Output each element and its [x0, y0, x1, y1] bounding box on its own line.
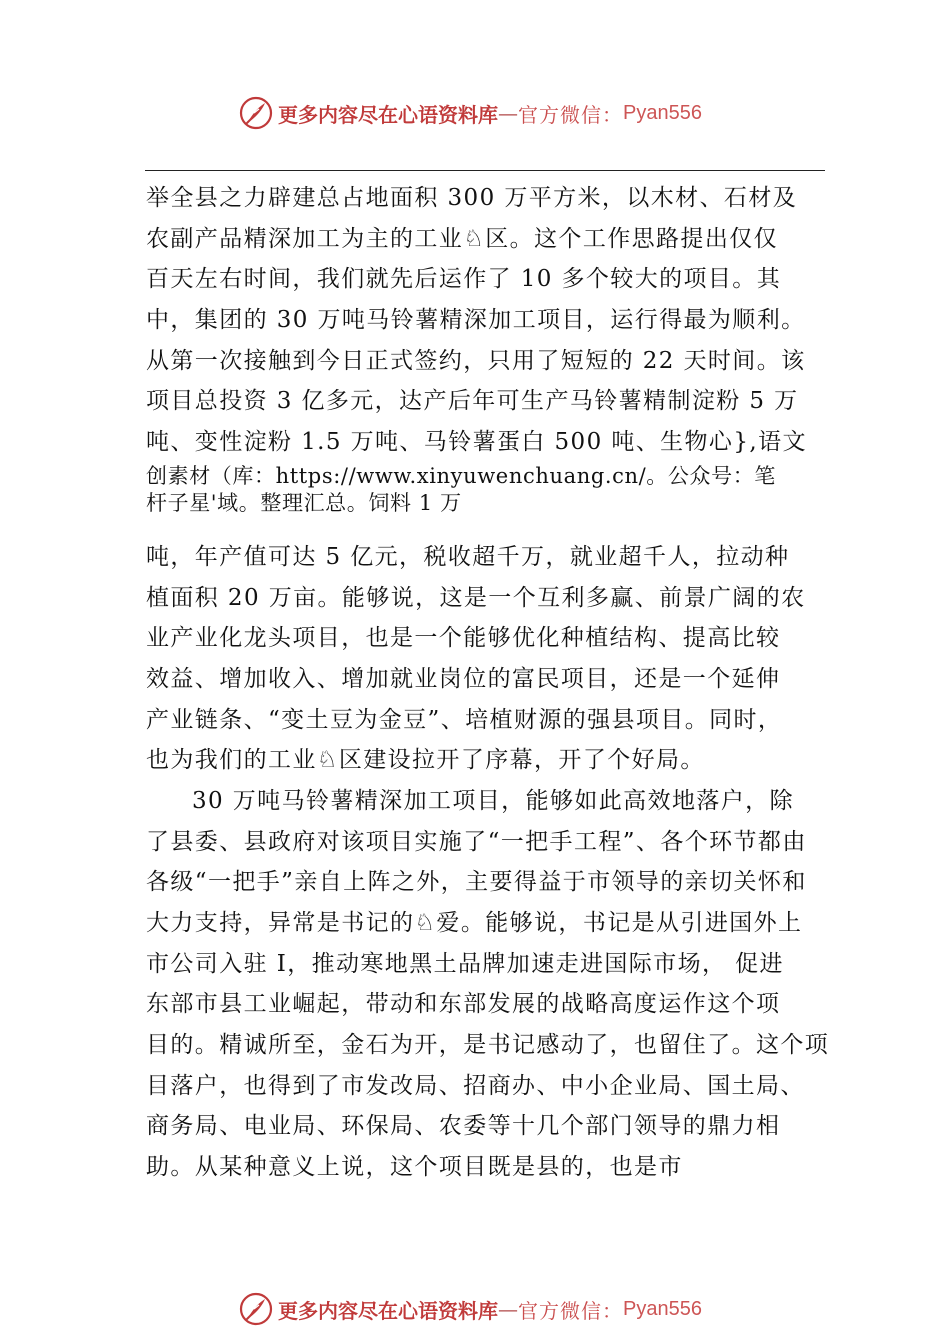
- text-line: 效益、增加收入、增加就业岗位的富民项目，还是一个延伸: [146, 665, 781, 692]
- footer-dash: —: [498, 1297, 518, 1321]
- text-line: 中，集团的 30 万吨马铃薯精深加工项目，运行得最为顺利。: [146, 307, 806, 334]
- text-line: 吨，年产值可达 5 亿元，税收超千万，就业超千人，拉动种: [146, 543, 790, 570]
- text-line: 了县委、县政府对该项目实施了“一把手工程”、各个环节都由: [146, 828, 807, 855]
- inserted-text-line: 创素材（库：https://www.xinyuwenchuang.cn/。公众号：笔: [146, 463, 776, 488]
- inserted-text-line: 杆子星'域。整理汇总。饲料 1 万: [146, 490, 462, 515]
- quill-pen-icon: [238, 1291, 274, 1327]
- quill-pen-icon: [238, 95, 274, 131]
- text-line: 商务局、电业局、环保局、农委等十几个部门领导的鼎力相: [146, 1113, 781, 1140]
- header-divider: [145, 170, 825, 171]
- paragraph-first-line: 30 万吨马铃薯精深加工项目，能够如此高效地落户，除: [192, 787, 794, 814]
- header-title: 更多内容尽在心语资料库: [278, 102, 498, 127]
- footer-wechat-label: 官方微信：: [518, 1298, 623, 1323]
- spacer: [146, 517, 836, 537]
- text-line: 从第一次接触到今日正式签约，只用了短短的 22 天时间。该: [146, 347, 806, 374]
- text-line: 也为我们的工业♘区建设拉开了序幕，开了个好局。: [146, 747, 705, 774]
- text-line: 大力支持，异常是书记的♘爱。能够说，书记是从引进国外上: [146, 910, 803, 936]
- text-line: 各级“一把手”亲自上阵之外，主要得益于市领导的亲切关怀和: [146, 869, 807, 896]
- body-text: [146, 178, 836, 1188]
- text-line: 植面积 20 万亩。能够说，这是一个互利多赢、前景广阔的农: [146, 584, 806, 611]
- text-line: 百天左右时间，我们就先后运作了 10 多个较大的项目。其: [146, 266, 782, 293]
- header-banner: [238, 93, 702, 133]
- header-dash: —: [498, 101, 518, 125]
- text-line: 产业链条、“变土豆为金豆”、培植财源的强县项目。同时，: [146, 706, 783, 733]
- header-wechat-label: 官方微信：: [518, 102, 623, 127]
- text-line: 业产业化龙头项目，也是一个能够优化种植结构、提高比较: [146, 625, 781, 652]
- text-line: 助。从某种意义上说，这个项目既是县的，也是市: [146, 1154, 683, 1181]
- header-wechat-id: Pyan556: [623, 101, 702, 124]
- footer-banner: [238, 1289, 702, 1329]
- text-line: 农副产品精深加工为主的工业♘区。这个工作思路提出仅仅: [146, 225, 779, 252]
- text-line: 举全县之力辟建总占地面积 300 万平方米，以木材、石材及: [146, 185, 798, 211]
- text-line: 东部市县工业崛起，带动和东部发展的战略高度运作这个项: [146, 991, 781, 1018]
- text-line: 市公司入驻 I，推动寒地黑土品牌加速走进国际市场， 促进: [146, 950, 784, 977]
- text-line: 吨、变性淀粉 1.5 万吨、马铃薯蛋白 500 吨、生物心},语文: [146, 429, 807, 456]
- footer-title: 更多内容尽在心语资料库: [278, 1298, 498, 1323]
- footer-wechat-id: Pyan556: [623, 1297, 702, 1320]
- text-line: 目的。精诚所至，金石为开，是书记感动了，也留住了。这个项: [146, 1032, 830, 1059]
- text-line: 项目总投资 3 亿多元，达产后年可生产马铃薯精制淀粉 5 万: [146, 388, 799, 415]
- text-line: 目落户，也得到了市发改局、招商办、中小企业局、国土局、: [146, 1072, 805, 1099]
